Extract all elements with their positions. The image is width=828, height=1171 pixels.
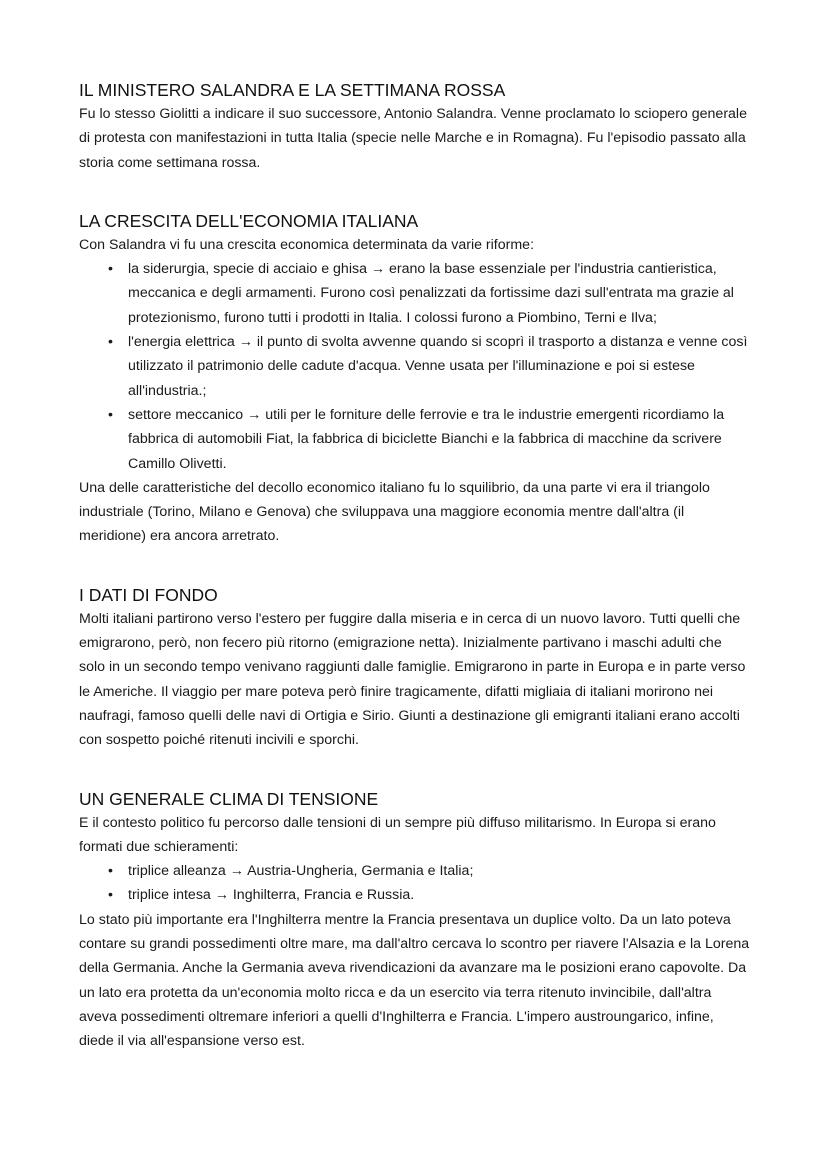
list-item-text: settore meccanico → utili per le forniture delle ferrovie e tra le industrie emergenti ricordiamo la fabbrica di automobili Fiat, la fabbrica di biciclette Bianchi e la fabbrica di macchine da scrivere Camillo Olivetti. — [128, 406, 725, 472]
list-item — [108, 883, 751, 907]
paragraph: Fu lo stesso Giolitti a indicare il suo successore, Antonio Salandra. Venne proclamato lo sciopero generale di protesta con manifestazioni in tutta Italia (specie nelle Marche e in Romagna). Fu l'episodio passato alla storia come settimana rossa. — [79, 106, 747, 171]
bullet-list — [79, 257, 751, 476]
section-dati-di-fondo — [79, 583, 751, 753]
list-item-text: triplice alleanza → Austria-Ungheria, Germania e Italia; — [128, 863, 474, 880]
bullet-icon: • — [108, 863, 113, 880]
list-item — [108, 859, 751, 883]
bullet-icon: • — [108, 887, 113, 904]
intro-paragraph: E il contesto politico fu percorso dalle tensioni di un sempre più diffuso militarismo. In Europa si erano formati due schieramenti: — [79, 814, 716, 855]
intro-paragraph: Con Salandra vi fu una crescita economica determinata da varie riforme: — [79, 236, 535, 253]
bullet-icon: • — [108, 406, 113, 423]
list-item — [108, 403, 751, 476]
bullet-icon: • — [108, 261, 113, 278]
list-item-text: triplice intesa → Inghilterra, Francia e Russia. — [128, 887, 415, 904]
section-title: I DATI DI FONDO — [79, 584, 218, 605]
section-title: UN GENERALE CLIMA DI TENSIONE — [79, 788, 379, 809]
section-title: IL MINISTERO SALANDRA E LA SETTIMANA ROSSA — [79, 80, 506, 100]
section-crescita-economia — [79, 209, 751, 549]
list-item — [108, 257, 751, 330]
list-item-text: l'energia elettrica → il punto di svolta avvenne quando si scoprì il trasporto a distanza e venne così utilizzato il patrimonio delle cadute d'acqua. Venne usata per l'illuminazione e poi si estese all'industria.; — [128, 334, 748, 399]
bullet-list — [79, 859, 751, 908]
section-ministero-salandra — [79, 78, 751, 175]
document-page — [79, 78, 751, 1054]
closing-paragraph: Una delle caratteristiche del decollo economico italiano fu lo squilibrio, da una parte vi era il triangolo industriale (Torino, Milano e Genova) che sviluppava una maggiore economia mentre dall'altra (il meridione) era ancora arretrato. — [79, 479, 710, 545]
list-item-text: la siderurgia, specie di acciaio e ghisa → erano la base essenziale per l'industria cantieristica, meccanica e degli armamenti. Furono così penalizzati da fortissime dazi sull'entrata ma grazie al protezionismo, furono tutti i prodotti in Italia. I colossi furono a Piombino, Terni e Ilva; — [128, 261, 734, 326]
list-item — [108, 330, 751, 403]
section-clima-tensione — [79, 787, 751, 1054]
section-title: LA CRESCITA DELL'ECONOMIA ITALIANA — [79, 210, 419, 231]
closing-paragraph: Lo stato più importante era l'Inghilterra mentre la Francia presentava un duplice volto. Da un lato poteva contare su grandi possedimenti oltre mare, ma dall'altro cercava lo scontro per riavere l'Alsazia e la Lorena della Germania. Anche la Germania aveva rivendicazioni da avanzare ma le posizioni erano capovolte. Da un lato era protetta da un'economia molto ricca e da un esercito via terra ritenuto invincibile, dall'altra aveva possedimenti oltremare inferiori a quelli d'Inghilterra e Francia. L'impero austroungarico, infine, diede il via all'espansione verso est. — [79, 911, 750, 1050]
paragraph: Molti italiani partirono verso l'estero per fuggire dalla miseria e in cerca di un nuovo lavoro. Tutti quelli che emigrarono, però, non fecero più ritorno (emigrazione netta). Inizialmente partivano i maschi adulti che solo in un secondo tempo venivano raggiunti dalle famiglie. Emigrarono in parte in Europa e in parte verso le Americhe. Il viaggio per mare poteva però finire tragicamente, difatti migliaia di italiani morirono nei naufragi, famoso quelli delle navi di Ortigia e Sirio. Giunti a destinazione gli emigranti italiani erano accolti con sospetto poiché ritenuti incivili e sporchi. — [79, 610, 746, 749]
bullet-icon: • — [108, 334, 113, 351]
